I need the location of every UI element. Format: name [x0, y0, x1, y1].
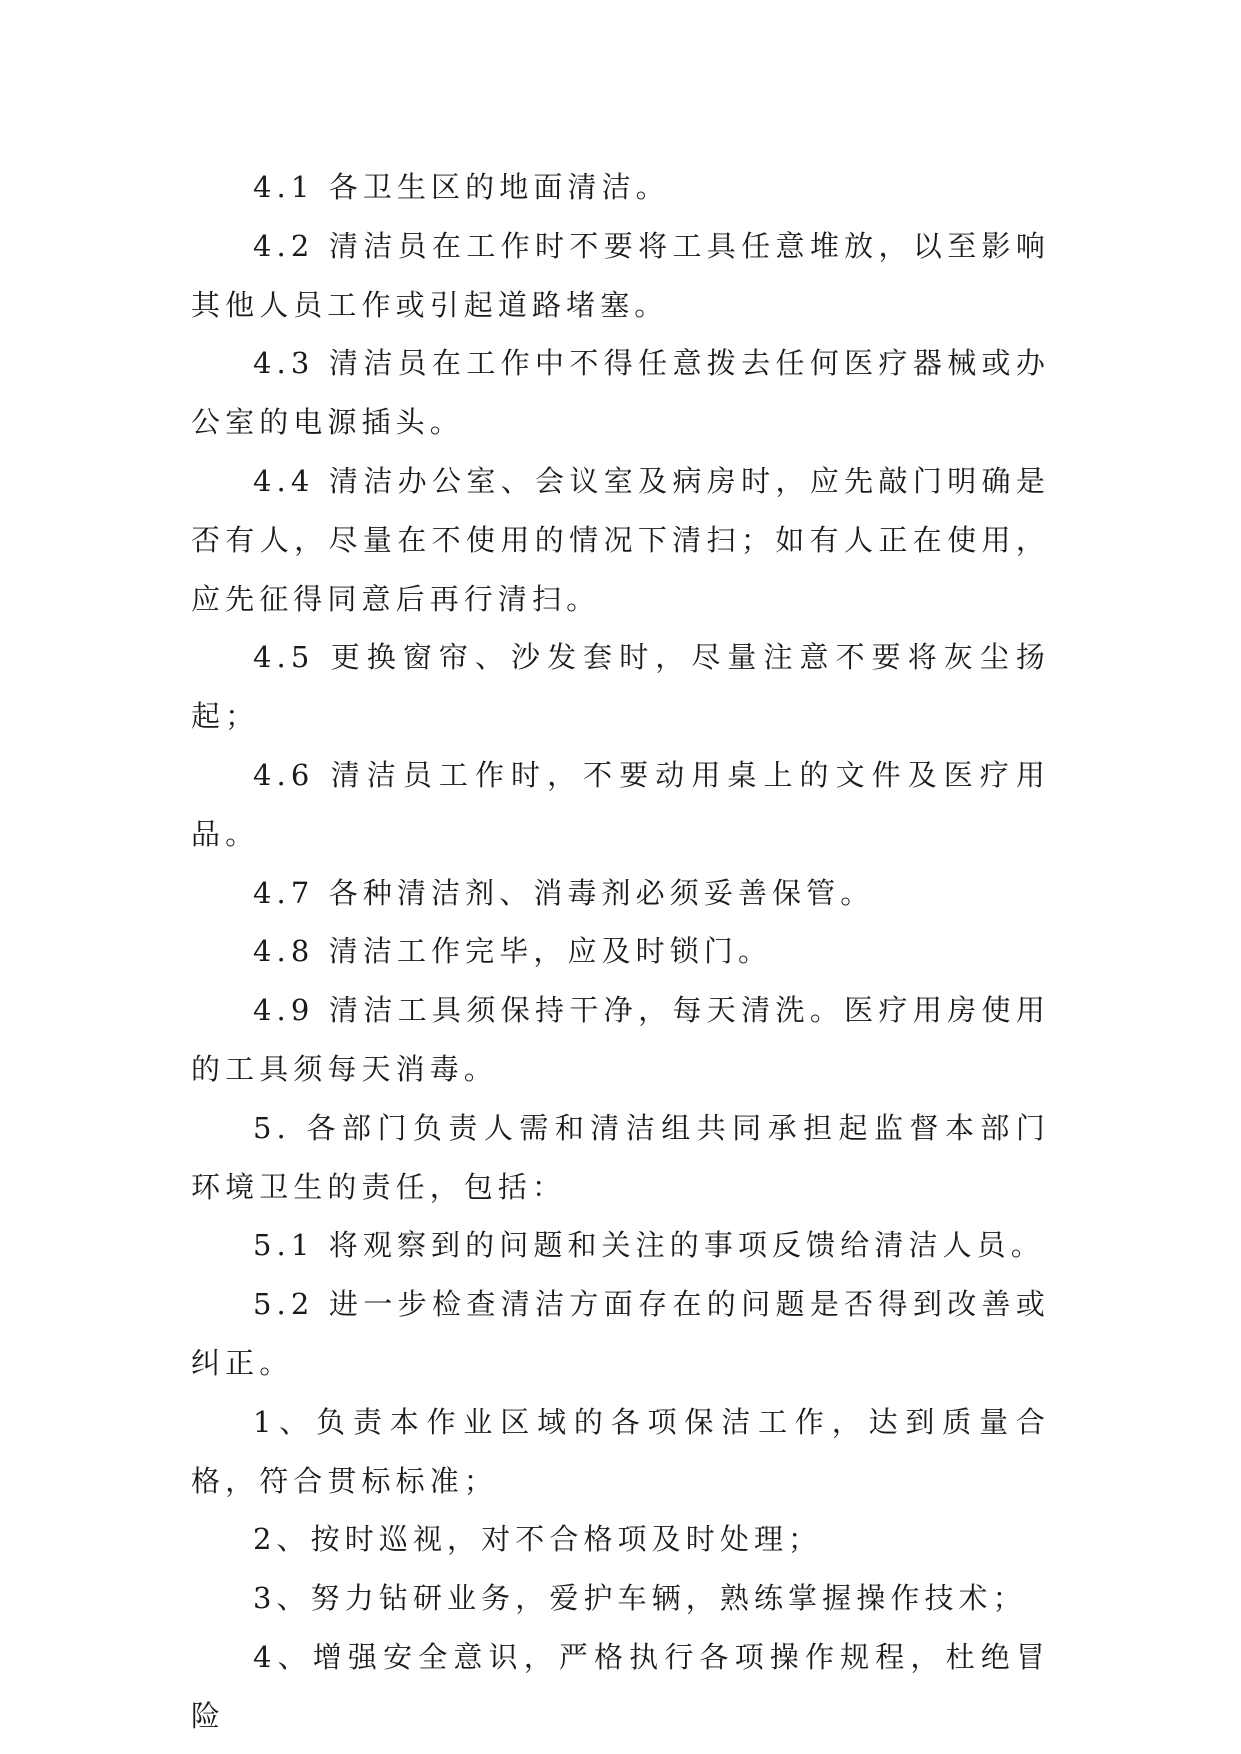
- paragraph-5-2: 5.2 进一步检查清洁方面存在的问题是否得到改善或纠正。: [191, 1287, 1050, 1380]
- duty-item-4: 4、增强安全意识，严格执行各项操作规程，杜绝冒险: [191, 1639, 1050, 1733]
- paragraph-4-9: 4.9 清洁工具须保持干净，每天清洗。医疗用房使用的工具须每天消毒。: [191, 993, 1050, 1086]
- paragraph-4-7: 4.7 各种清洁剂、消毒剂必须妥善保管。: [253, 875, 875, 910]
- paragraph-4-2: 4.2 清洁员在工作时不要将工具任意堆放，以至影响其他人员工作或引起道路堵塞。: [191, 228, 1050, 322]
- paragraph-4-5: 4.5 更换窗帘、沙发套时，尽量注意不要将灰尘扬起；: [191, 640, 1050, 734]
- paragraph-4-4: 4.4 清洁办公室、会议室及病房时，应先敲门明确是否有人，尽量在不使用的情况下清扫；如有人正在使用，应先征得同意后再行清扫。: [191, 463, 1050, 616]
- duty-item-1: 1、负责本作业区域的各项保洁工作，达到质量合格，符合贯标标准；: [191, 1404, 1050, 1498]
- paragraph-4-8: 4.8 清洁工作完毕，应及时锁门。: [253, 934, 773, 969]
- document-body: [191, 158, 1050, 1746]
- paragraph-5: 5. 各部门负责人需和清洁组共同承担起监督本部门环境卫生的责任，包括：: [191, 1110, 1050, 1204]
- paragraph-4-1: 4.1 各卫生区的地面清洁。: [253, 170, 670, 204]
- duty-item-3: 3、努力钻研业务，爱护车辆，熟练掌握操作技术；: [253, 1581, 1027, 1616]
- paragraph-5-1: 5.1 将观察到的问题和关注的事项反馈给清洁人员。: [253, 1228, 1045, 1263]
- paragraph-4-3: 4.3 清洁员在工作中不得任意拨去任何医疗器械或办公室的电源插头。: [191, 346, 1050, 440]
- duty-item-2: 2、按时巡视，对不合格项及时处理；: [253, 1522, 823, 1557]
- paragraph-4-6: 4.6 清洁员工作时，不要动用桌上的文件及医疗用品。: [191, 757, 1050, 851]
